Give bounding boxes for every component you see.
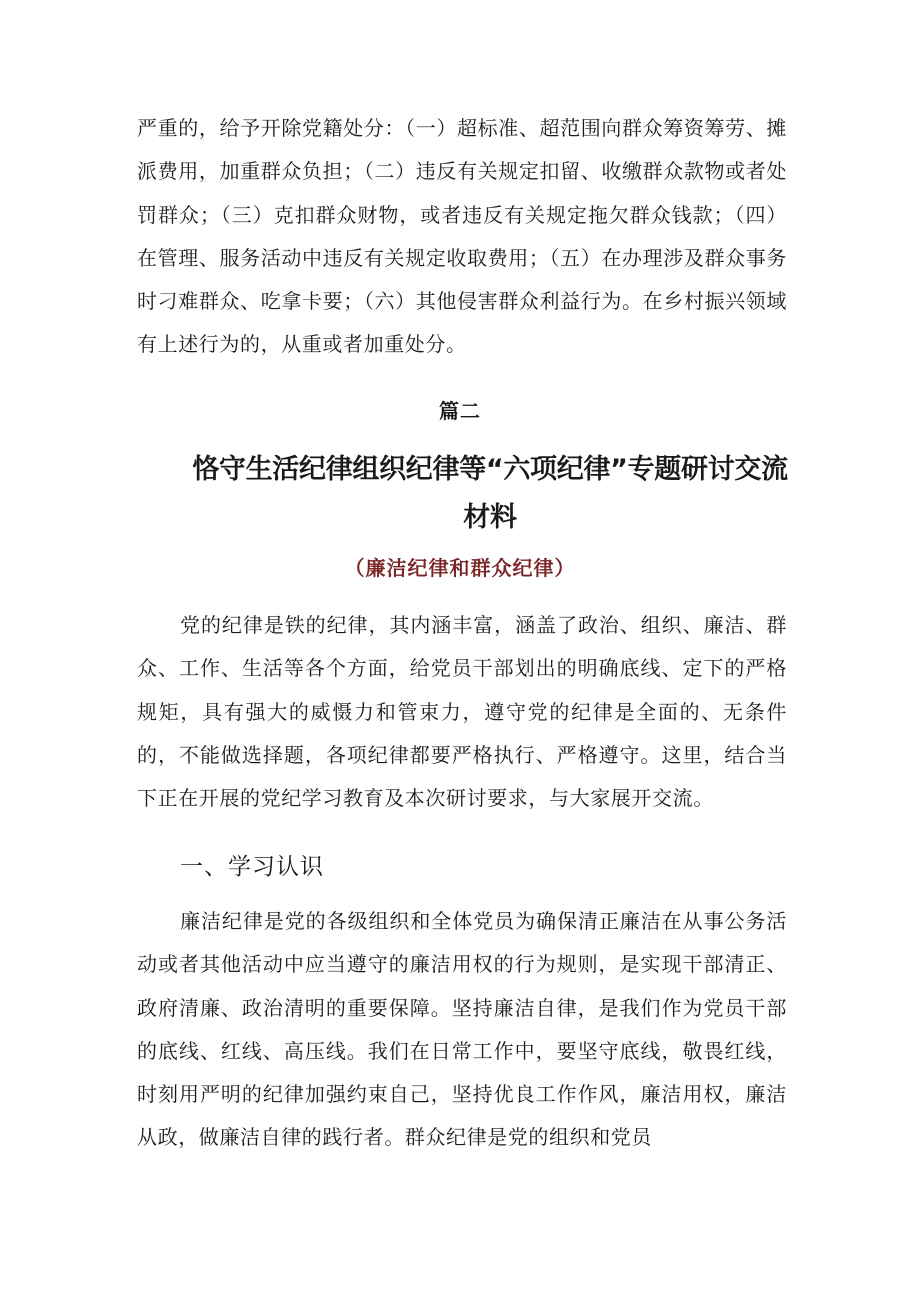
document-subtitle: （廉洁纪律和群众纪律） (344, 556, 576, 580)
section-heading-learning: 一、学习认识 (180, 854, 324, 880)
paragraph-integrity: 廉洁纪律是党的各级组织和全体党员为确保清正廉洁在从事公务活动或者其他活动中应当遵守的廉洁用权的行为规则，是实现干部清正、政府清廉、政治清明的重要保障。坚持廉洁自律，是我们作为党员干部的底线、红线、高压线。我们在日常工作中，要坚守底线，敬畏红线，时刻用严明的纪律加强约束自己，坚持优良工作作风，廉洁用权，廉洁从政，做廉洁自律的践行者。群众纪律是党的组织和党员 (137, 909, 787, 1150)
section-label: 篇二 (439, 399, 481, 423)
document-title: 恪守生活纪律组织纪律等“六项纪律”专题研讨交流材料 (192, 454, 788, 533)
paragraph-penalties: 严重的，给予开除党籍处分：（一）超标准、超范围向群众筹资筹劳、摊派费用，加重群众负担；（二）违反有关规定扣留、收缴群众款物或者处罚群众；（三）克扣群众财物，或者违反有关规定拖欠群众钱款；（四）在管理、服务活动中违反有关规定收取费用；（五）在办理涉及群众事务时刁难群众、吃拿卡要；（六）其他侵害群众利益行为。在乡村振兴领域有上述行为的，从重或者加重处分。 (137, 116, 787, 357)
paragraph-intro: 党的纪律是铁的纪律，其内涵丰富，涵盖了政治、组织、廉洁、群众、工作、生活等各个方面，给党员干部划出的明确底线、定下的严格规矩，具有强大的威慑力和管束力，遵守党的纪律是全面的、无条件的，不能做选择题，各项纪律都要严格执行、严格遵守。这里，结合当下正在开展的党纪学习教育及本次研讨要求，与大家展开交流。 (137, 613, 787, 811)
